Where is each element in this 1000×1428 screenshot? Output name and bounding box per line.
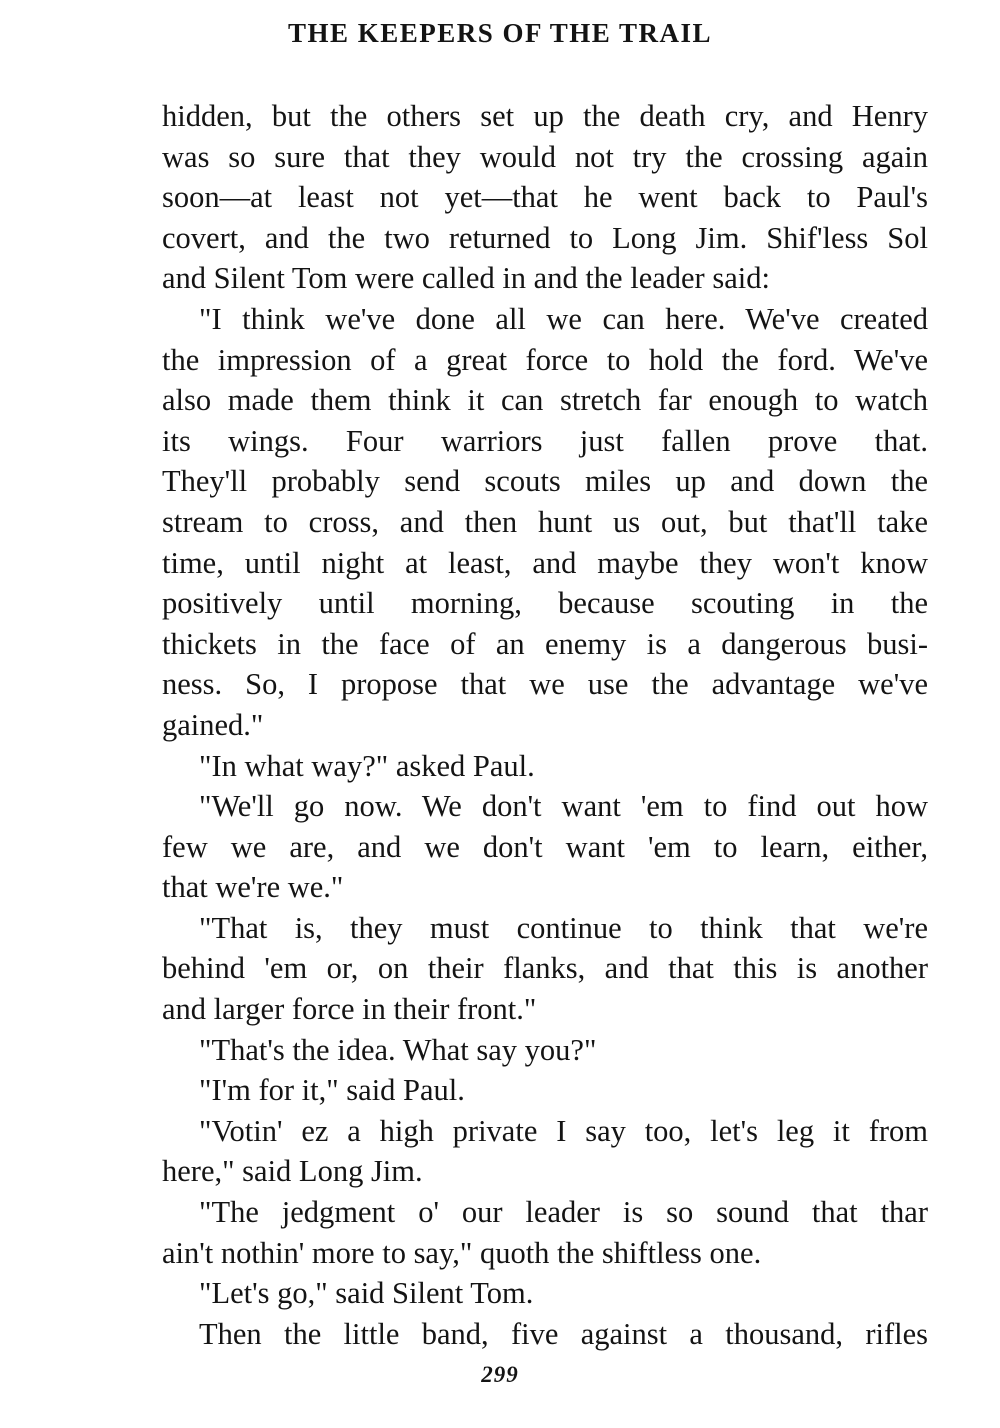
text-line: soon—at least not yet—that he went back to Paul's xyxy=(162,180,928,215)
text-line: ain't nothin' more to say," quoth the shiftless one. xyxy=(162,1235,762,1270)
paragraph-first-line: "I think we've done all we can here. We've created xyxy=(199,301,928,336)
paragraph-first-line: "That's the idea. What say you?" xyxy=(199,1032,597,1067)
text-line: its wings. Four warriors just fallen prove that. xyxy=(162,423,928,458)
text-line: hidden, but the others set up the death cry, and Henry xyxy=(162,99,928,133)
text-line: thickets in the face of an enemy is a dangerous busi- xyxy=(162,626,928,661)
paragraph-first-line: "In what way?" asked Paul. xyxy=(199,748,535,783)
paragraph-first-line: "The jedgment o' our leader is so sound that thar xyxy=(199,1195,928,1230)
text-line: positively until morning, because scouting in the xyxy=(162,586,928,621)
paragraph-first-line: "Votin' ez a high private I say too, let's leg it from xyxy=(199,1113,928,1148)
text-line: gained." xyxy=(162,707,264,742)
text-line: and Silent Tom were called in and the leader said: xyxy=(162,261,770,296)
paragraph-first-line: "Let's go," said Silent Tom. xyxy=(199,1276,534,1311)
running-head: THE KEEPERS OF THE TRAIL xyxy=(287,18,713,48)
body-text xyxy=(162,96,928,1354)
paragraph-first-line: "We'll go now. We don't want 'em to find out how xyxy=(199,789,928,824)
text-line: behind 'em or, on their flanks, and that this is another xyxy=(162,951,928,986)
text-line: here," said Long Jim. xyxy=(162,1154,423,1189)
paragraph-first-line: "I'm for it," said Paul. xyxy=(199,1073,465,1108)
text-line: time, until night at least, and maybe they won't know xyxy=(162,545,928,580)
text-line: ness. So, I propose that we use the advantage we've xyxy=(162,667,928,702)
text-line: and larger force in their front." xyxy=(162,992,537,1027)
text-line: also made them think it can stretch far enough to watch xyxy=(162,383,928,418)
text-line: They'll probably send scouts miles up and down the xyxy=(162,464,928,499)
text-line: few we are, and we don't want 'em to learn, either, xyxy=(162,829,928,864)
text-line: stream to cross, and then hunt us out, but that'll take xyxy=(162,504,928,539)
text-line: covert, and the two returned to Long Jim. Shif'less Sol xyxy=(162,220,928,255)
page-number: 299 xyxy=(481,1362,519,1387)
text-line: the impression of a great force to hold the ford. We've xyxy=(162,342,928,377)
text-line: that we're we." xyxy=(162,870,344,905)
paragraph-first-line: "That is, they must continue to think that we're xyxy=(199,910,928,945)
paragraph-first-line: Then the little band, five against a thousand, rifles xyxy=(199,1316,928,1351)
text-line: was so sure that they would not try the crossing again xyxy=(162,139,928,174)
